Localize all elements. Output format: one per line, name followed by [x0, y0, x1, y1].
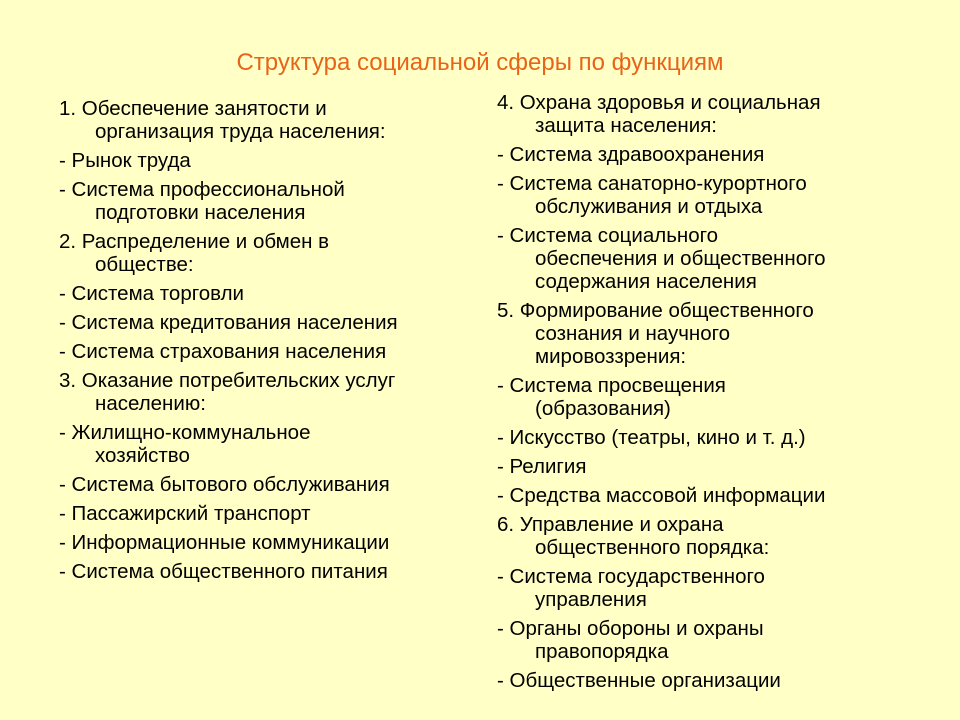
right-column	[497, 91, 937, 698]
slide-title: Структура социальной сферы по функциям	[236, 49, 724, 76]
list-item: - Органы обороны и охраны правопорядка	[497, 617, 764, 663]
list-item: 3. Оказание потребительских услуг населению:	[59, 369, 396, 415]
list-item: - Система санаторно-курортного обслуживания и отдыха	[497, 172, 807, 218]
list-item: - Средства массовой информации	[497, 484, 826, 507]
list-item: - Система социального обеспечения и общественного содержания населения	[497, 224, 826, 293]
list-item: - Система государственного управления	[497, 565, 765, 611]
list-item: - Система здравоохранения	[497, 143, 765, 166]
list-item: 2. Распределение и обмен в обществе:	[59, 230, 330, 276]
list-item: - Общественные организации	[497, 669, 781, 692]
list-item: - Рынок труда	[59, 149, 191, 172]
list-item: - Искусство (театры, кино и т. д.)	[497, 426, 806, 449]
list-item: - Пассажирский транспорт	[59, 502, 311, 525]
list-item: 6. Управление и охрана общественного порядка:	[497, 513, 770, 559]
list-item: - Информационные коммуникации	[59, 531, 390, 554]
list-item: 1. Обеспечение занятости и организация труда населения:	[59, 97, 386, 143]
list-item: - Система профессиональной подготовки населения	[59, 178, 345, 224]
left-column	[59, 97, 469, 589]
list-item: - Система просвещения (образования)	[497, 374, 726, 420]
list-item: - Система торговли	[59, 282, 245, 305]
list-item: 4. Охрана здоровья и социальная защита населения:	[497, 91, 821, 137]
list-item: 5. Формирование общественного сознания и научного мировоззрения:	[497, 299, 814, 368]
list-item: - Система бытового обслуживания	[59, 473, 390, 496]
list-item: - Система общественного питания	[59, 560, 388, 583]
list-item: - Система кредитования населения	[59, 311, 398, 334]
list-item: - Религия	[497, 455, 587, 478]
list-item: - Жилищно-коммунальное хозяйство	[59, 421, 311, 467]
list-item: - Система страхования населения	[59, 340, 387, 363]
